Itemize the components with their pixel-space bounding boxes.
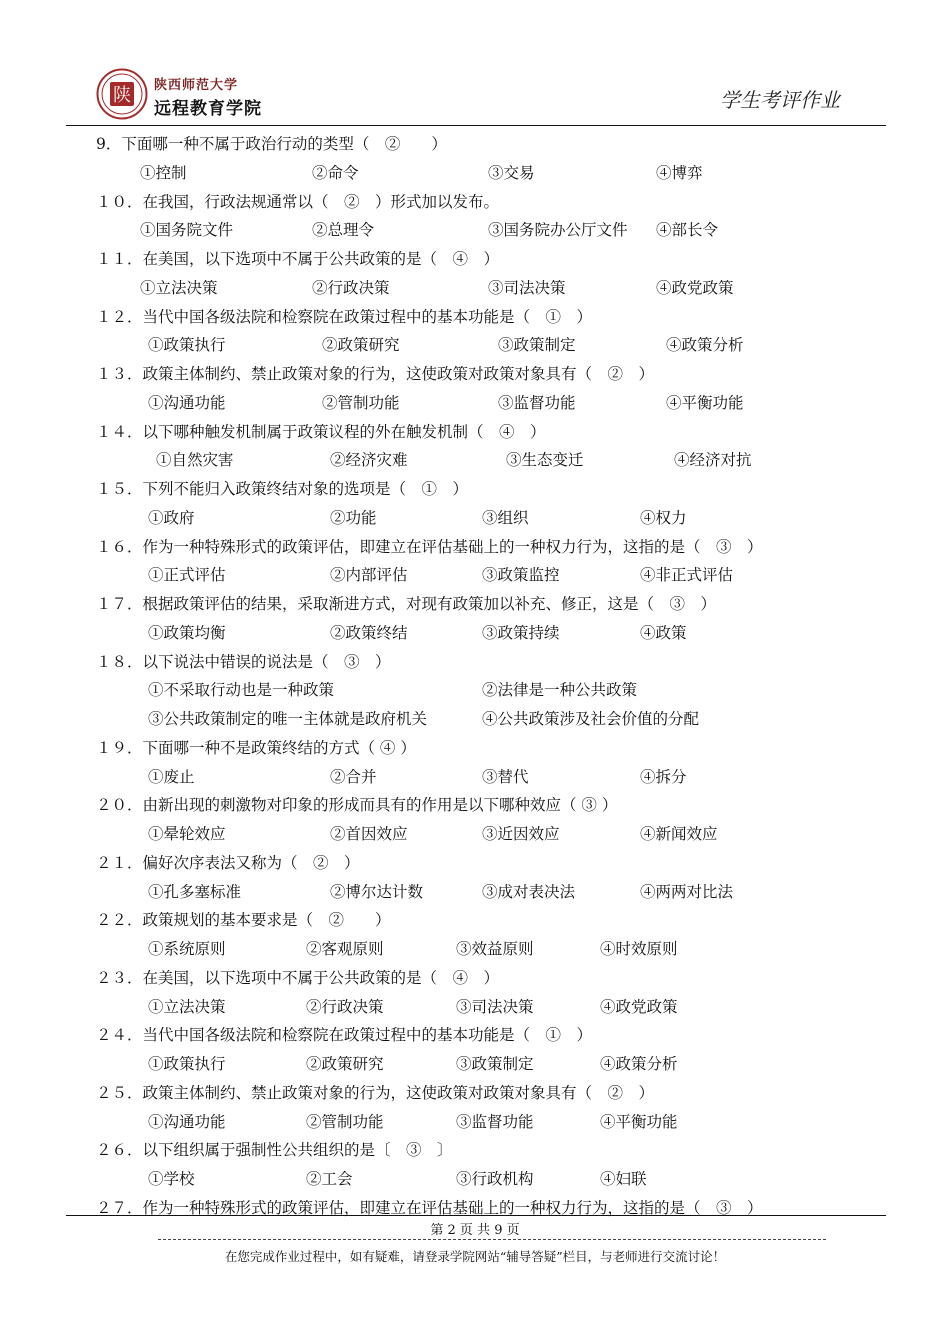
question-stem: ２０．由新出现的刺激物对印象的形成而具有的作用是以下哪种效应（ ③ ） bbox=[96, 796, 618, 815]
answer-option: ③公共政策制定的唯一主体就是政府机关 bbox=[148, 710, 428, 728]
answer-option: ③政策制定 bbox=[456, 1055, 534, 1073]
answer-option: ④政策分析 bbox=[600, 1055, 678, 1073]
header-divider bbox=[66, 125, 886, 126]
answer-option: ④平衡功能 bbox=[600, 1112, 678, 1131]
question-stem: １４．以下哪种触发机制属于政策议程的外在触发机制（ ④ ） bbox=[96, 422, 546, 441]
document-title: 学生考评作业 bbox=[720, 88, 840, 112]
answer-option: ③政策持续 bbox=[482, 623, 560, 642]
question-stem: １１．在美国，以下选项中不属于公共政策的是（ ④ ） bbox=[96, 250, 500, 268]
answer-option: ②经济灾难 bbox=[330, 451, 408, 470]
answer-option: ②客观原则 bbox=[306, 940, 384, 958]
answer-option: ①晕轮效应 bbox=[148, 825, 226, 843]
question-stem: ２７．作为一种特殊形式的政策评估，即建立在评估基础上的一种权力行为，这指的是（ ③ ） bbox=[96, 1198, 763, 1217]
answer-option: ①废止 bbox=[148, 767, 195, 786]
answer-option: ④两两对比法 bbox=[640, 882, 734, 901]
answer-option: ②管制功能 bbox=[322, 393, 400, 412]
answer-option: ②政策研究 bbox=[322, 336, 400, 355]
answer-option: ④政策 bbox=[640, 623, 687, 642]
answer-option: ①政府 bbox=[148, 508, 195, 527]
answer-option: ④妇联 bbox=[600, 1170, 647, 1188]
answer-option: ④拆分 bbox=[640, 767, 687, 786]
answer-option: ④经济对抗 bbox=[674, 451, 752, 470]
answer-option: ②行政决策 bbox=[306, 997, 384, 1016]
answer-option: ④政党政策 bbox=[656, 278, 734, 297]
question-stem: １７．根据政策评估的结果，采取渐进方式，对现有政策加以补充、修正，这是（ ③ ） bbox=[96, 595, 717, 613]
question-stem: １２．当代中国各级法院和检察院在政策过程中的基本功能是（ ① ） bbox=[96, 307, 593, 326]
answer-option: ③替代 bbox=[482, 767, 529, 786]
answer-option: ②法律是一种公共政策 bbox=[482, 681, 638, 700]
question-stem: １３．政策主体制约、禁止政策对象的行为，这使政策对政策对象具有（ ② ） bbox=[96, 365, 655, 383]
answer-option: ③交易 bbox=[488, 163, 535, 182]
answer-option: ④部长令 bbox=[656, 221, 719, 240]
answer-option: ②命令 bbox=[312, 163, 359, 182]
question-stem: ２４．当代中国各级法院和检察院在政策过程中的基本功能是（ ① ） bbox=[96, 1026, 593, 1045]
question-stem: ２１．偏好次序表法又称为（ ② ） bbox=[96, 853, 360, 872]
answer-option: ②行政决策 bbox=[312, 278, 390, 297]
answer-option: ①系统原则 bbox=[148, 940, 226, 958]
college-name: 远程教育学院 bbox=[154, 99, 262, 119]
answer-option: ③成对表决法 bbox=[482, 882, 576, 901]
answer-option: ③政策监控 bbox=[482, 566, 560, 585]
question-stem: ２３．在美国，以下选项中不属于公共政策的是（ ④ ） bbox=[96, 968, 500, 987]
answer-option: ④博弈 bbox=[656, 163, 703, 182]
answer-option: ①沟通功能 bbox=[148, 1112, 226, 1131]
answer-option: ④非正式评估 bbox=[640, 566, 734, 585]
footer-note: 在您完成作业过程中，如有疑难，请登录学院网站“辅导答疑”栏目，与老师进行交流讨论！ bbox=[224, 1249, 726, 1264]
answer-option: ①控制 bbox=[140, 163, 187, 182]
answer-option: ③监督功能 bbox=[498, 393, 576, 412]
question-stem: １０．在我国，行政法规通常以（ ② ）形式加以发布。 bbox=[96, 192, 500, 211]
page-number: 第 2 页 共 9 页 bbox=[430, 1223, 520, 1238]
answer-option: ②总理令 bbox=[312, 221, 375, 240]
answer-option: ④政党政策 bbox=[600, 997, 678, 1016]
question-stem: １９．下面哪一种不是政策终结的方式（ ④ ） bbox=[96, 738, 416, 757]
answer-option: ④时效原则 bbox=[600, 940, 678, 958]
answer-option: ②合并 bbox=[330, 767, 377, 786]
answer-option: ④平衡功能 bbox=[666, 393, 744, 412]
answer-option: ②管制功能 bbox=[306, 1112, 384, 1131]
answer-option: ②功能 bbox=[330, 508, 377, 527]
answer-option: ④权力 bbox=[640, 508, 687, 527]
question-stem: １５．下列不能归入政策终结对象的选项是（ ① ） bbox=[96, 480, 469, 498]
answer-option: ③政策制定 bbox=[498, 336, 576, 355]
answer-option: ①政策执行 bbox=[148, 1055, 226, 1073]
answer-option: ②内部评估 bbox=[330, 566, 408, 585]
footer-divider bbox=[66, 1215, 886, 1216]
answer-option: ②政策研究 bbox=[306, 1055, 384, 1073]
university-name: 陕西师范大学 bbox=[154, 78, 239, 93]
page-header bbox=[66, 62, 886, 124]
answer-option: ③效益原则 bbox=[456, 940, 534, 958]
question-stem: ２５．政策主体制约、禁止政策对象的行为，这使政策对政策对象具有（ ② ） bbox=[96, 1083, 655, 1102]
question-stem: １８．以下说法中错误的说法是（ ③ ） bbox=[96, 652, 391, 671]
answer-option: ④政策分析 bbox=[666, 336, 744, 355]
answer-option: ①沟通功能 bbox=[148, 393, 226, 412]
answer-option: ③行政机构 bbox=[456, 1170, 534, 1188]
question-stem: ２６．以下组织属于强制性公共组织的是〔 ③ 〕 bbox=[96, 1141, 453, 1160]
answer-option: ②工会 bbox=[306, 1170, 353, 1188]
answer-option: ③生态变迁 bbox=[506, 451, 584, 470]
answer-option: ③组织 bbox=[482, 508, 529, 527]
answer-option: ③司法决策 bbox=[488, 278, 566, 297]
university-seal-icon bbox=[96, 68, 148, 120]
answer-option: ②首因效应 bbox=[330, 825, 408, 843]
answer-option: ①孔多塞标准 bbox=[148, 882, 242, 901]
answer-option: ①正式评估 bbox=[148, 566, 226, 585]
question-stem: 9．下面哪一种不属于政治行动的类型（ ② ） bbox=[96, 135, 447, 153]
answer-option: ①政策均衡 bbox=[148, 623, 226, 642]
answer-option: ③监督功能 bbox=[456, 1112, 534, 1131]
answer-option: ②政策终结 bbox=[330, 623, 408, 642]
question-stem: １６．作为一种特殊形式的政策评估，即建立在评估基础上的一种权力行为，这指的是（ ③ ） bbox=[96, 537, 763, 556]
answer-option: ①立法决策 bbox=[148, 997, 226, 1016]
answer-option: ①国务院文件 bbox=[140, 221, 234, 240]
answer-option: ④新闻效应 bbox=[640, 825, 718, 843]
answer-option: ③国务院办公厅文件 bbox=[488, 221, 628, 240]
answer-option: ①自然灾害 bbox=[156, 451, 234, 470]
footer-dashed-divider bbox=[158, 1239, 826, 1240]
answer-option: ①立法决策 bbox=[140, 278, 218, 297]
answer-option: ①学校 bbox=[148, 1170, 195, 1188]
answer-option: ③近因效应 bbox=[482, 825, 560, 843]
answer-option: ④公共政策涉及社会价值的分配 bbox=[482, 710, 700, 728]
question-stem: ２２．政策规划的基本要求是（ ② ） bbox=[96, 911, 391, 930]
answer-option: ③司法决策 bbox=[456, 997, 534, 1016]
answer-option: ①政策执行 bbox=[148, 336, 226, 355]
answer-option: ①不采取行动也是一种政策 bbox=[148, 681, 335, 700]
answer-option: ②博尔达计数 bbox=[330, 882, 424, 901]
svg-text:陕: 陕 bbox=[113, 85, 131, 106]
